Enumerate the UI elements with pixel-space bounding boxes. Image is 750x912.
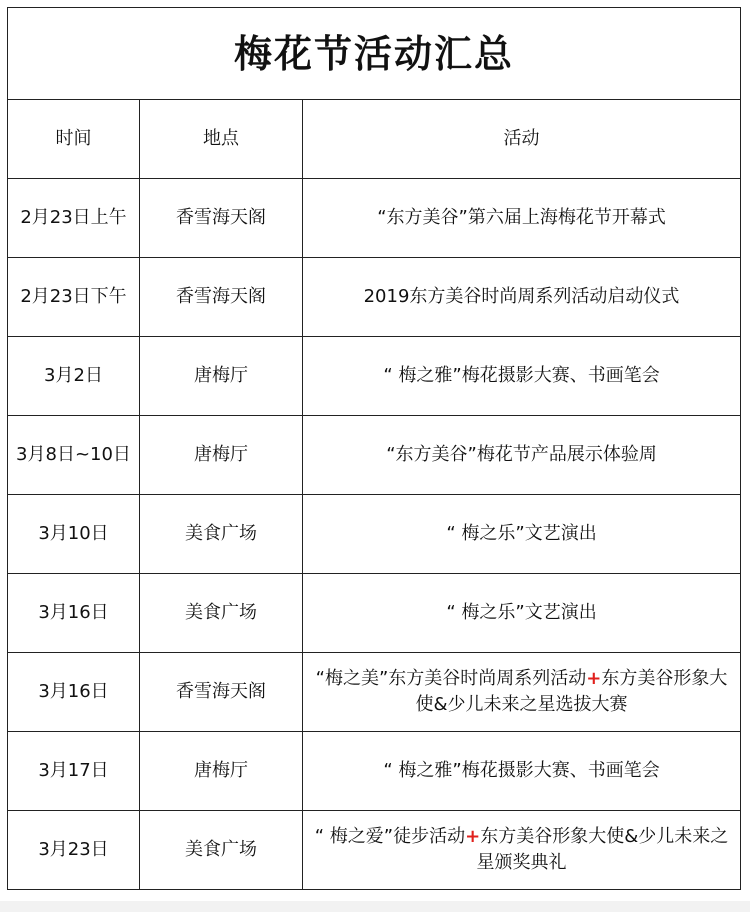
activity-text: “ 梅之爱”徒步活动: [314, 826, 466, 847]
schedule-table: [7, 7, 741, 890]
activity-cell: [303, 732, 741, 811]
activity-cell: [303, 416, 741, 495]
activity-text: 东方美谷形象大使&少儿未来之星选拔大赛: [415, 668, 728, 715]
time-cell: 3月16日: [8, 653, 140, 732]
header-row: [8, 100, 741, 179]
page-bottom-edge: [0, 901, 750, 912]
time-cell: 2月23日下午: [8, 258, 140, 337]
place-cell: 美食广场: [140, 495, 303, 574]
activity-text: “ 梅之雅”梅花摄影大赛、书画笔会: [383, 760, 660, 781]
table-row: [8, 416, 741, 495]
table-row: [8, 574, 741, 653]
place-cell: 香雪海天阁: [140, 179, 303, 258]
table-row: [8, 653, 741, 732]
activity-cell: [303, 495, 741, 574]
time-cell: 3月16日: [8, 574, 140, 653]
activity-cell: [303, 258, 741, 337]
time-cell: 3月17日: [8, 732, 140, 811]
table-title: 梅花节活动汇总: [8, 8, 741, 100]
activity-cell: [303, 179, 741, 258]
table-row: [8, 179, 741, 258]
place-cell: 唐梅厅: [140, 732, 303, 811]
table-row: [8, 337, 741, 416]
plus-sign: +: [586, 668, 602, 689]
activity-text: “ 梅之雅”梅花摄影大赛、书画笔会: [383, 365, 660, 386]
place-cell: 美食广场: [140, 811, 303, 890]
table-row: [8, 811, 741, 890]
table-row: [8, 732, 741, 811]
activity-cell: [303, 653, 741, 732]
place-cell: 美食广场: [140, 574, 303, 653]
activity-cell: [303, 574, 741, 653]
title-row: [8, 8, 741, 100]
time-cell: 3月10日: [8, 495, 140, 574]
header-time: 时间: [8, 100, 140, 179]
activity-text: “梅之美”东方美谷时尚周系列活动: [315, 668, 587, 689]
time-cell: 3月23日: [8, 811, 140, 890]
header-activity: 活动: [303, 100, 741, 179]
time-cell: 3月8日~10日: [8, 416, 140, 495]
time-cell: 3月2日: [8, 337, 140, 416]
activity-text: “ 梅之乐”文艺演出: [446, 602, 597, 623]
plus-sign: +: [465, 826, 481, 847]
activity-text: “东方美谷”第六届上海梅花节开幕式: [377, 207, 666, 228]
activity-text: “ 梅之乐”文艺演出: [446, 523, 597, 544]
table-row: [8, 258, 741, 337]
header-place: 地点: [140, 100, 303, 179]
activity-cell: [303, 811, 741, 890]
place-cell: 唐梅厅: [140, 337, 303, 416]
table-row: [8, 495, 741, 574]
place-cell: 香雪海天阁: [140, 653, 303, 732]
activity-text: 2019东方美谷时尚周系列活动启动仪式: [363, 286, 680, 307]
activity-cell: [303, 337, 741, 416]
time-cell: 2月23日上午: [8, 179, 140, 258]
activity-text: “东方美谷”梅花节产品展示体验周: [386, 444, 657, 465]
place-cell: 唐梅厅: [140, 416, 303, 495]
activity-text: 东方美谷形象大使&少儿未来之星颁奖典礼: [476, 826, 729, 873]
place-cell: 香雪海天阁: [140, 258, 303, 337]
